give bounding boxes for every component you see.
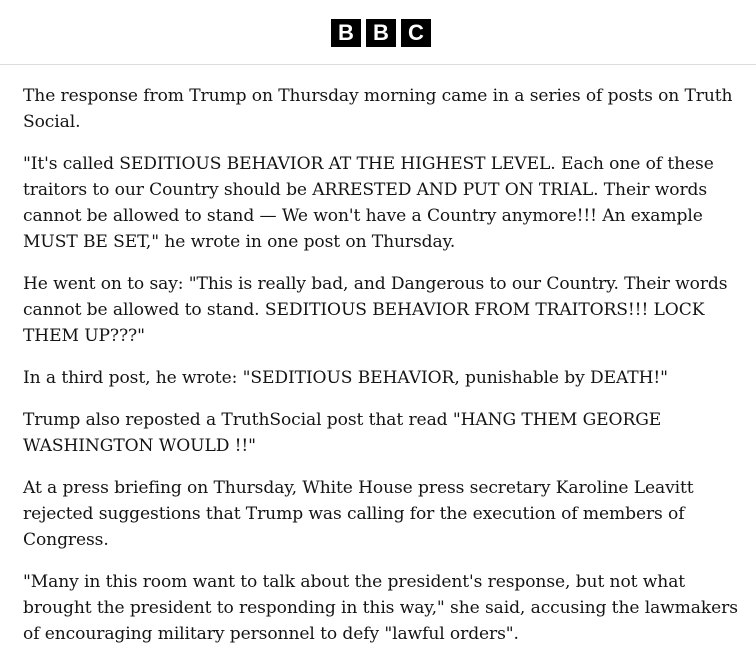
article-paragraph-7: "Many in this room want to talk about the president's response, but not what brought the president to responding in this way," she said, accusing the lawmakers of encouraging military personnel to defy "lawful orders". xyxy=(23,572,738,644)
article-paragraph-4: In a third post, he wrote: "SEDITIOUS BEHAVIOR, punishable by DEATH!" xyxy=(23,368,668,388)
article-body xyxy=(23,83,745,663)
site-header xyxy=(0,0,756,65)
logo-letter-b2: B xyxy=(366,19,396,47)
article-paragraph-2: "It's called SEDITIOUS BEHAVIOR AT THE HIGHEST LEVEL. Each one of these traitors to our Country should be ARRESTED AND PUT ON TRIAL. Their words cannot be allowed to stand — We won't have a Country anymore!!! An example MUST BE SET," he wrote in one post on Thursday. xyxy=(23,154,714,252)
article-paragraph-3: He went on to say: "This is really bad, and Dangerous to our Country. Their words cannot be allowed to stand. SEDITIOUS BEHAVIOR FROM TRAITORS!!! LOCK THEM UP???" xyxy=(23,274,728,346)
article-paragraph-5: Trump also reposted a TruthSocial post that read "HANG THEM GEORGE WASHINGTON WOULD !!" xyxy=(23,410,662,456)
logo-letter-c: C xyxy=(401,19,431,47)
article-paragraph-6: At a press briefing on Thursday, White House press secretary Karoline Leavitt rejected suggestions that Trump was calling for the execution of members of Congress. xyxy=(23,478,694,550)
bbc-logo[interactable] xyxy=(331,19,431,47)
logo-letter-b1: B xyxy=(331,19,361,47)
article-paragraph-1: The response from Trump on Thursday morning came in a series of posts on Truth Social. xyxy=(23,86,733,132)
